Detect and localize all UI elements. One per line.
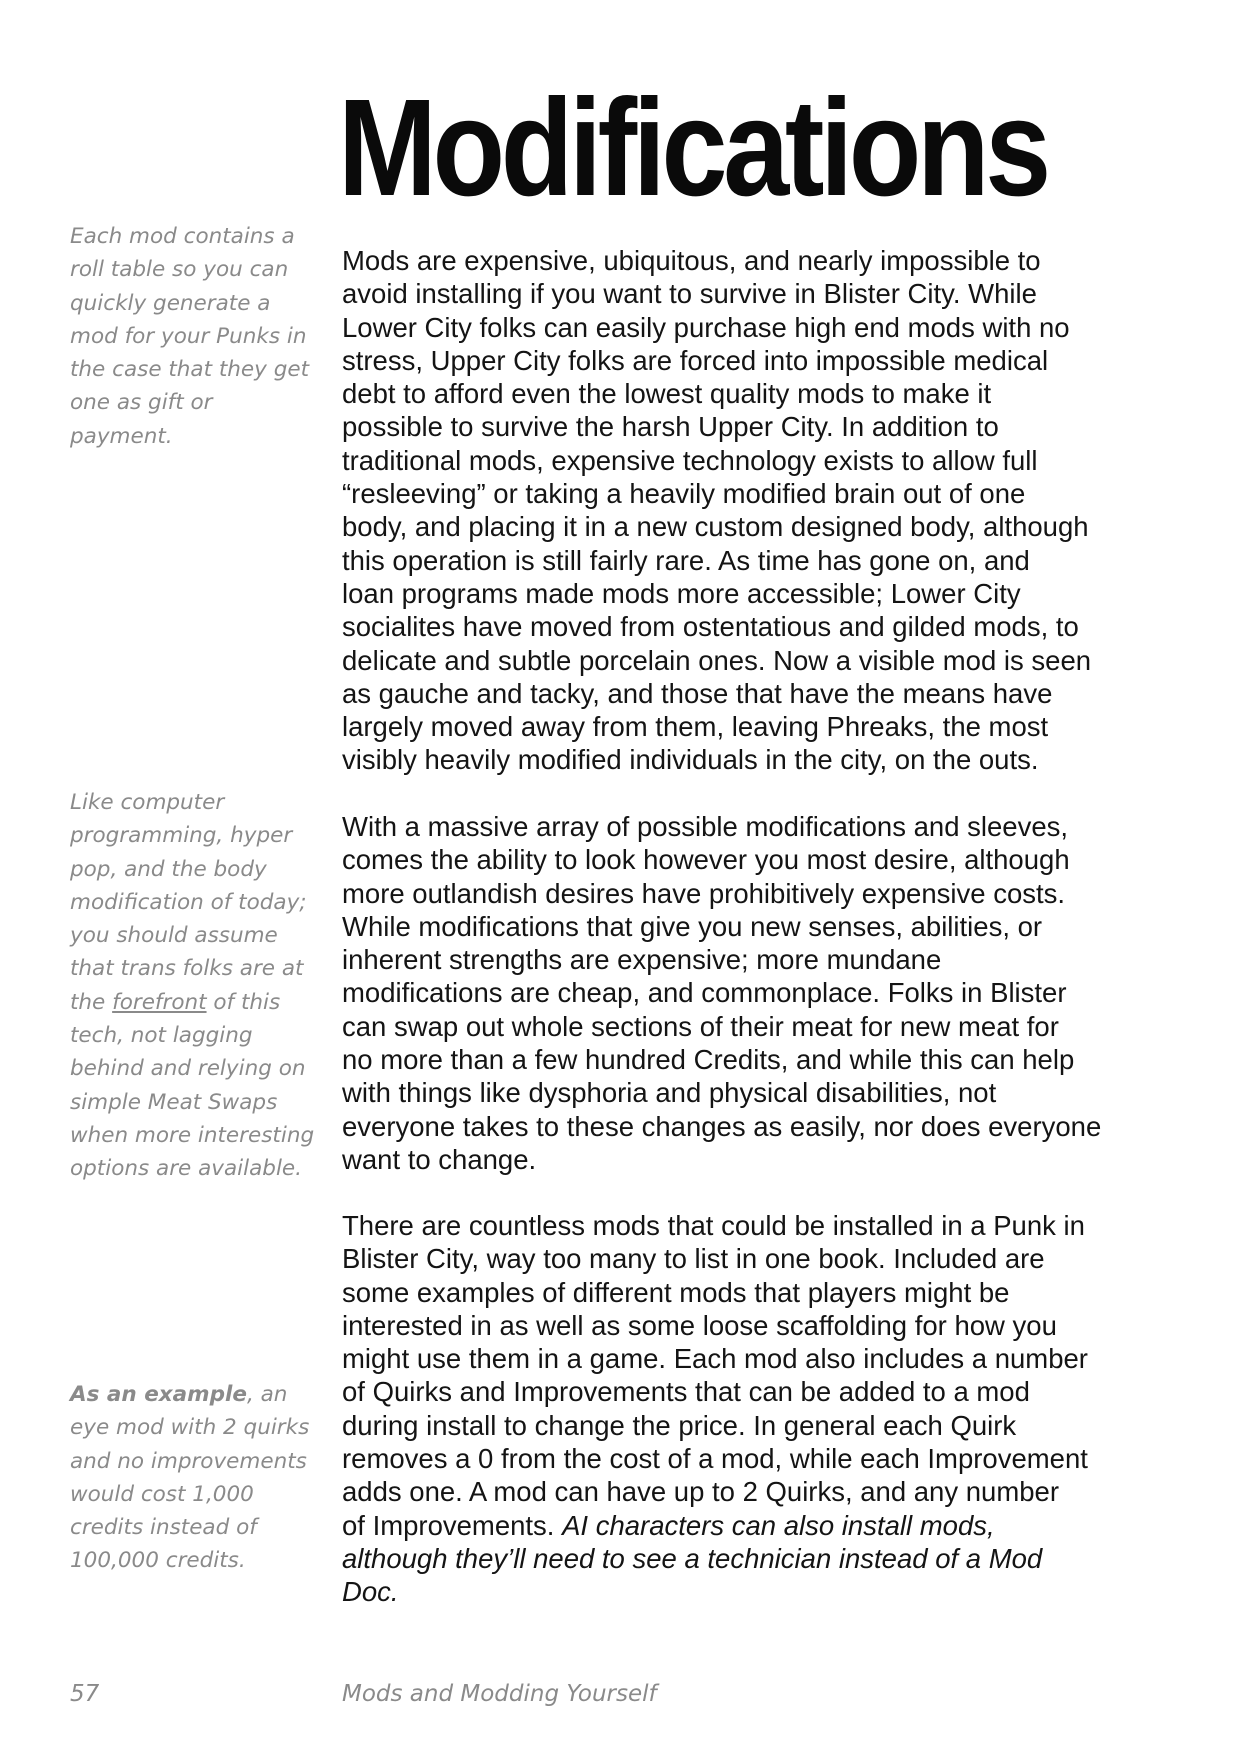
- body-line: With a massive array of possible modifications and sleeves,: [342, 811, 1069, 842]
- body-line: There are countless mods that could be installed in a Punk in: [342, 1210, 1085, 1241]
- body-line: body, and placing it in a new custom designed body, although: [342, 511, 1089, 543]
- sidebar-line-start: the: [70, 989, 113, 1015]
- body-line: Lower City folks can easily purchase high end mods with no: [342, 311, 1070, 343]
- example-emphasis: As an example: [70, 1382, 247, 1407]
- body-line: modifications are cheap, and commonplace. Folks in Blister: [342, 977, 1067, 1009]
- sidebar-line: modification of today;: [70, 889, 307, 915]
- body-line: can swap out whole sections of their meat for new meat for: [342, 1010, 1059, 1042]
- page-number: 57: [70, 1681, 100, 1707]
- body-line: some examples of different mods that players might be: [342, 1276, 1010, 1308]
- sidebar-line: roll table so you can: [70, 257, 289, 283]
- body-line-italic: although they’ll need to see a technician instead of a Mod: [342, 1542, 1043, 1574]
- sidebar-note-trans-folks: [70, 786, 320, 1186]
- sidebar-line: mod for your Punks in: [70, 323, 307, 349]
- sidebar-line: Like computer: [70, 790, 225, 815]
- body-line: removes a 0 from the cost of a mod, while each Improvement: [342, 1443, 1088, 1475]
- page-title: Modifications: [338, 71, 1047, 225]
- body-line-italic: AI characters can also install mods,: [562, 1509, 995, 1541]
- sidebar-line: the case that they get: [70, 357, 310, 383]
- sidebar-line: programming, hyper: [70, 823, 293, 849]
- body-line: “resleeving” or taking a heavily modified brain out of one: [342, 478, 1026, 510]
- sidebar-note-roll-table: [70, 220, 320, 453]
- sidebar-line: quickly generate a: [70, 290, 271, 316]
- body-line: possible to survive the harsh Upper City. In addition to: [342, 411, 999, 443]
- body-line: everyone takes to these changes as easily, nor does everyone: [342, 1110, 1102, 1142]
- sidebar-line: behind and relying on: [70, 1056, 306, 1082]
- body-line: as gauche and tacky, and those that have the means have: [342, 677, 1053, 709]
- body-line: Blister City, way too many to list in one book. Included are: [342, 1243, 1045, 1275]
- body-line: adds one. A mod can have up to 2 Quirks, and any number: [342, 1476, 1059, 1508]
- sidebar-line: would cost 1,000: [70, 1481, 254, 1507]
- body-line: interested in as well as some loose scaffolding for how you: [342, 1309, 1057, 1341]
- body-line: debt to afford even the lowest quality mods to make it: [342, 378, 992, 410]
- sidebar-line: options are available.: [70, 1156, 302, 1182]
- body-line: might use them in a game. Each mod also includes a number: [342, 1343, 1088, 1375]
- body-line: visibly heavily modified individuals in the city, on the outs.: [342, 744, 1039, 776]
- body-line: more outlandish desires have prohibitively expensive costs.: [342, 877, 1066, 909]
- sidebar-line: 100,000 credits.: [70, 1548, 246, 1574]
- sidebar-line: that trans folks are at: [70, 956, 304, 982]
- forefront-link[interactable]: forefront: [112, 989, 207, 1015]
- sidebar-line: tech, not lagging: [70, 1023, 253, 1049]
- body-paragraph-quirks: [342, 1209, 1142, 1609]
- body-line: comes the ability to look however you most desire, although: [342, 844, 1070, 876]
- body-line: want to change.: [342, 1143, 537, 1175]
- body-line: While modifications that give you new senses, abilities, or: [342, 910, 1043, 942]
- sidebar-line: one as gift or: [70, 390, 213, 416]
- sidebar-line: eye mod with 2 quirks: [70, 1415, 310, 1441]
- body-line: Mods are expensive, ubiquitous, and nearly impossible to: [342, 245, 1041, 276]
- body-line: delicate and subtle porcelain ones. Now a visible mod is seen: [342, 644, 1092, 676]
- body-line: of Quirks and Improvements that can be added to a mod: [342, 1376, 1030, 1408]
- body-line-italic: Doc.: [342, 1576, 399, 1608]
- body-line-start: of Improvements.: [342, 1509, 563, 1541]
- body-line: stress, Upper City folks are forced into impossible medical: [342, 344, 1049, 376]
- sidebar-line: you should assume: [70, 923, 278, 949]
- sidebar-line: pop, and the body: [70, 856, 267, 882]
- section-title-footer: Mods and Modding Yourself: [342, 1681, 657, 1707]
- body-line: with things like dysphoria and physical disabilities, not: [342, 1077, 997, 1109]
- body-paragraph-mods-intro: [342, 244, 1142, 777]
- body-line: largely moved away from them, leaving Phreaks, the most: [342, 711, 1049, 743]
- sidebar-line-end: of this: [206, 989, 281, 1015]
- sidebar-line-end: , an: [246, 1382, 288, 1407]
- body-line: no more than a few hundred Credits, and while this can help: [342, 1044, 1075, 1076]
- sidebar-line: credits instead of: [70, 1515, 257, 1541]
- sidebar-line: payment.: [70, 423, 173, 449]
- sidebar-line: simple Meat Swaps: [70, 1089, 278, 1115]
- body-line: avoid installing if you want to survive in Blister City. While: [342, 278, 1037, 310]
- sidebar-line: when more interesting: [70, 1122, 315, 1148]
- body-line: loan programs made mods more accessible; Lower City: [342, 577, 1021, 609]
- body-line: during install to change the price. In general each Quirk: [342, 1409, 1017, 1441]
- sidebar-note-example: [70, 1378, 320, 1578]
- body-line: socialites have moved from ostentatious and gilded mods, to: [342, 611, 1079, 643]
- body-paragraph-sleeves: [342, 810, 1142, 1176]
- sidebar-line: Each mod contains a: [70, 224, 295, 249]
- body-line: this operation is still fairly rare. As time has gone on, and: [342, 544, 1030, 576]
- body-line: traditional mods, expensive technology exists to allow full: [342, 444, 1038, 476]
- body-line: inherent strengths are expensive; more mundane: [342, 944, 942, 976]
- sidebar-line: and no improvements: [70, 1448, 307, 1474]
